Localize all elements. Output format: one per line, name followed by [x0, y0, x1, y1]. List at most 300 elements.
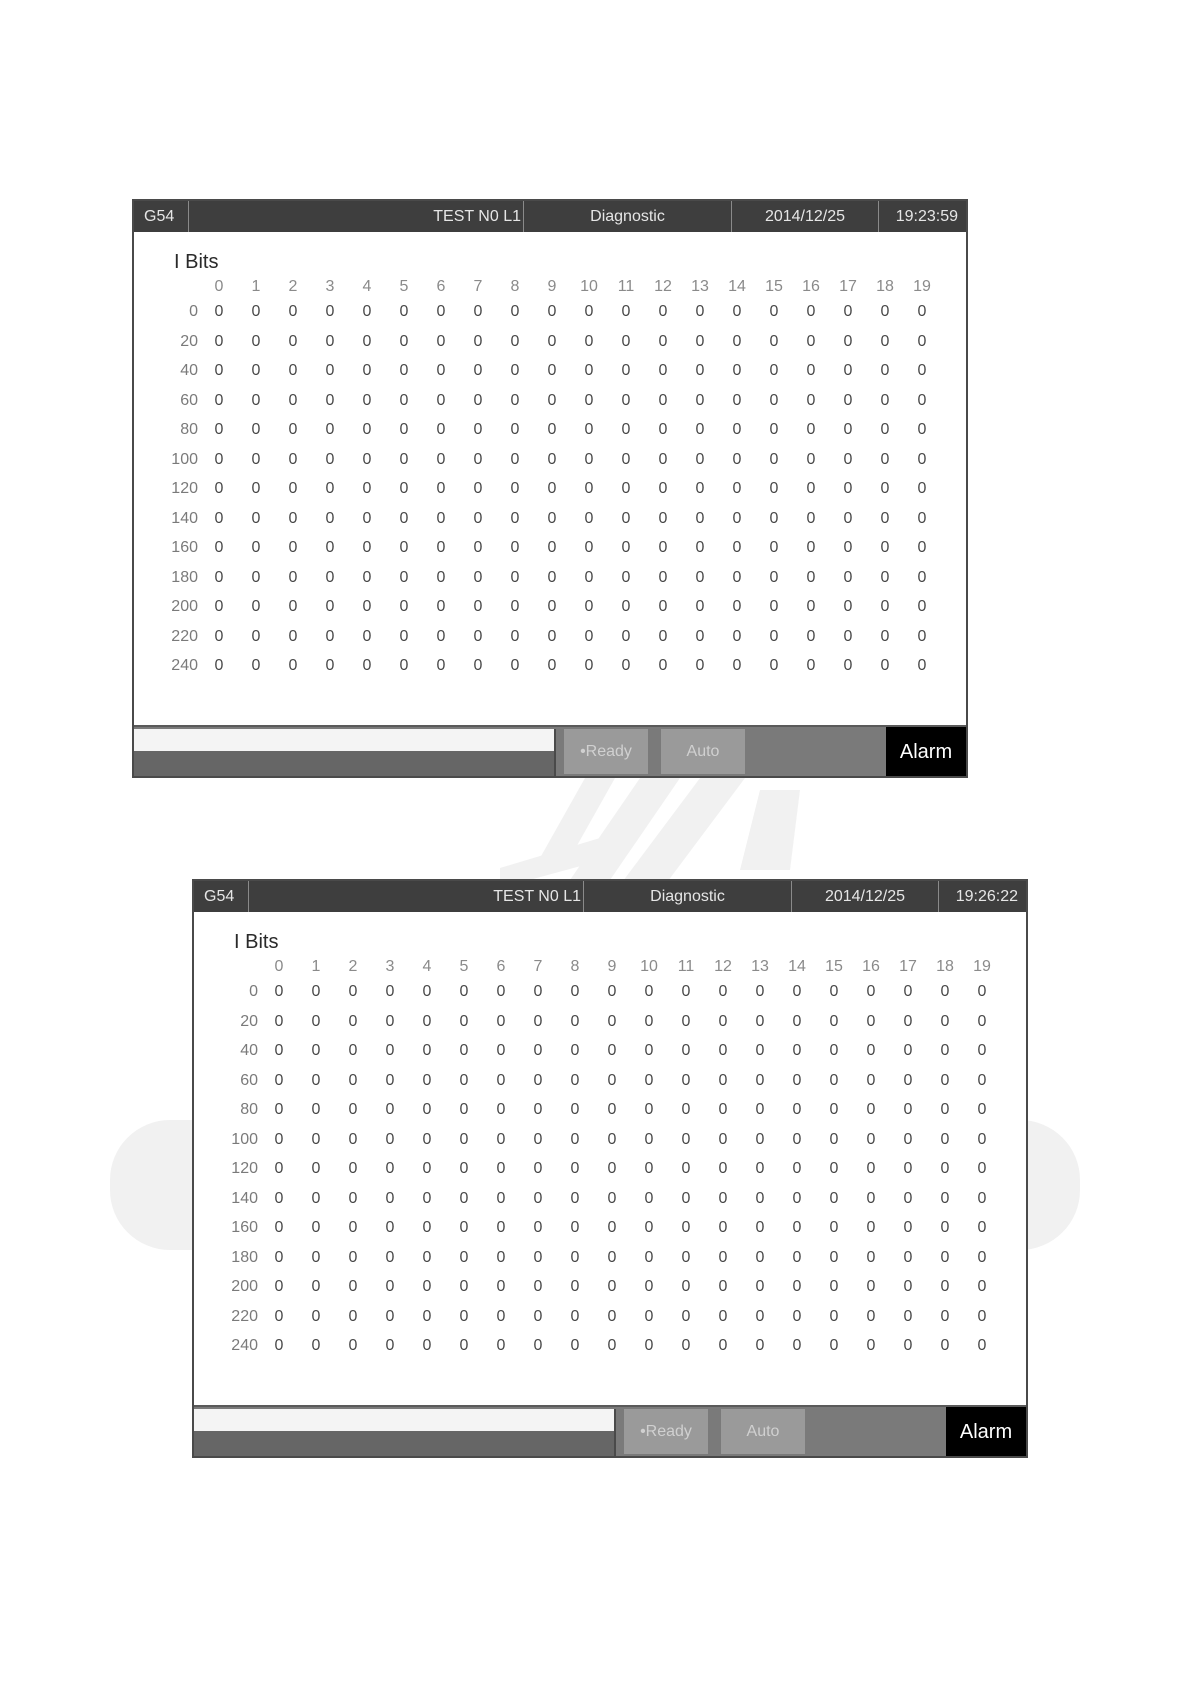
bit-value: 0 — [917, 509, 927, 527]
bit-value: 0 — [681, 1307, 691, 1325]
bit-value: 0 — [644, 983, 654, 1000]
bit-value: 0 — [681, 1101, 691, 1118]
bit-value: 0 — [695, 598, 705, 615]
bit-value: 0 — [274, 1337, 284, 1354]
bit-value: 0 — [658, 480, 668, 497]
bit-value: 0 — [311, 1278, 321, 1295]
date-display: 2014/12/25 — [791, 881, 938, 912]
column-header: 19 — [913, 278, 931, 295]
bit-value: 0 — [718, 1071, 728, 1089]
bit-value: 0 — [681, 1219, 691, 1236]
bit-value: 0 — [496, 983, 506, 1000]
bit-value: 0 — [385, 1071, 395, 1089]
bit-value: 0 — [718, 1337, 728, 1354]
bit-value: 0 — [362, 450, 372, 468]
row-header: 220 — [231, 1307, 258, 1325]
bit-value: 0 — [251, 303, 261, 320]
column-header: 12 — [714, 958, 732, 975]
bit-value: 0 — [547, 598, 557, 615]
bit-value: 0 — [251, 362, 261, 379]
bit-value: 0 — [348, 1278, 358, 1295]
alarm-button[interactable]: Alarm — [886, 727, 966, 778]
bit-value: 0 — [940, 1071, 950, 1089]
bit-value: 0 — [880, 332, 890, 350]
bit-value: 0 — [311, 1337, 321, 1354]
bit-value: 0 — [806, 509, 816, 527]
bit-value: 0 — [607, 1189, 617, 1207]
bit-value: 0 — [607, 1160, 617, 1177]
bit-value: 0 — [510, 509, 520, 527]
bit-value: 0 — [732, 598, 742, 615]
bit-value: 0 — [880, 480, 890, 497]
bit-value: 0 — [829, 1189, 839, 1207]
bit-value: 0 — [917, 450, 927, 468]
bit-value: 0 — [977, 1012, 987, 1030]
bit-value: 0 — [274, 1189, 284, 1207]
bit-value: 0 — [436, 450, 446, 468]
bit-value: 0 — [792, 1042, 802, 1059]
bit-value: 0 — [584, 332, 594, 350]
bit-value: 0 — [806, 303, 816, 320]
bit-value: 0 — [311, 1130, 321, 1148]
bit-value: 0 — [718, 1160, 728, 1177]
bit-value: 0 — [644, 1219, 654, 1236]
bit-value: 0 — [718, 1101, 728, 1118]
bit-value: 0 — [806, 657, 816, 674]
bit-value: 0 — [584, 539, 594, 556]
column-header: 11 — [677, 958, 695, 975]
bit-value: 0 — [940, 1307, 950, 1325]
bit-value: 0 — [459, 1189, 469, 1207]
row-header: 240 — [171, 657, 198, 674]
bit-value: 0 — [436, 568, 446, 586]
bit-value: 0 — [940, 1130, 950, 1148]
bit-value: 0 — [607, 1042, 617, 1059]
bit-value: 0 — [533, 983, 543, 1000]
bit-value: 0 — [732, 627, 742, 645]
message-strip — [194, 1431, 616, 1456]
bit-value: 0 — [769, 657, 779, 674]
bit-value: 0 — [251, 598, 261, 615]
bit-value: 0 — [940, 1160, 950, 1177]
bit-value: 0 — [214, 332, 224, 350]
bit-value: 0 — [496, 1278, 506, 1295]
bit-value: 0 — [607, 1219, 617, 1236]
bit-value: 0 — [274, 1071, 284, 1089]
bit-value: 0 — [621, 332, 631, 350]
bit-value: 0 — [644, 1189, 654, 1207]
bit-value: 0 — [288, 480, 298, 497]
bit-value: 0 — [459, 1337, 469, 1354]
bit-value: 0 — [792, 983, 802, 1000]
bit-value: 0 — [903, 1307, 913, 1325]
bit-value: 0 — [473, 509, 483, 527]
bit-value: 0 — [917, 598, 927, 615]
row-header: 180 — [171, 568, 198, 586]
column-header: 6 — [436, 278, 446, 295]
bit-value: 0 — [718, 1012, 728, 1030]
row-header: 0 — [249, 983, 258, 1000]
bit-value: 0 — [533, 1337, 543, 1354]
bit-value: 0 — [385, 1012, 395, 1030]
bit-value: 0 — [695, 627, 705, 645]
bit-value: 0 — [903, 1189, 913, 1207]
bit-value: 0 — [940, 1219, 950, 1236]
bit-value: 0 — [422, 1042, 432, 1059]
bit-value: 0 — [843, 362, 853, 379]
bit-value: 0 — [940, 1337, 950, 1354]
bit-value: 0 — [829, 1130, 839, 1148]
bit-value: 0 — [385, 1189, 395, 1207]
bit-value: 0 — [274, 983, 284, 1000]
bit-value: 0 — [584, 627, 594, 645]
bit-value: 0 — [385, 1248, 395, 1266]
bit-value: 0 — [496, 1160, 506, 1177]
bit-value: 0 — [311, 1248, 321, 1266]
column-header: 13 — [751, 958, 769, 975]
column-header: 4 — [362, 278, 372, 295]
bit-value: 0 — [510, 657, 520, 674]
bit-value: 0 — [755, 983, 765, 1000]
bit-value: 0 — [288, 303, 298, 320]
bit-value: 0 — [621, 539, 631, 556]
bit-value: 0 — [977, 1042, 987, 1059]
bit-value: 0 — [732, 332, 742, 350]
bit-value: 0 — [385, 1337, 395, 1354]
bit-value: 0 — [570, 1101, 580, 1118]
bit-value: 0 — [570, 1042, 580, 1059]
bit-value: 0 — [399, 509, 409, 527]
bit-value: 0 — [732, 509, 742, 527]
row-header: 120 — [231, 1160, 258, 1177]
bit-value: 0 — [681, 1042, 691, 1059]
bit-value: 0 — [362, 332, 372, 350]
section-title: I Bits — [174, 251, 219, 273]
bit-value: 0 — [385, 1219, 395, 1236]
bit-value: 0 — [362, 303, 372, 320]
bit-value: 0 — [977, 1337, 987, 1354]
bit-value: 0 — [422, 1219, 432, 1236]
bit-value: 0 — [362, 657, 372, 674]
bit-value: 0 — [547, 421, 557, 438]
bit-value: 0 — [459, 1071, 469, 1089]
row-header: 40 — [180, 362, 198, 379]
bit-value: 0 — [311, 1189, 321, 1207]
bit-value: 0 — [843, 627, 853, 645]
column-header: 0 — [274, 958, 284, 975]
bit-value: 0 — [658, 539, 668, 556]
bit-value: 0 — [399, 421, 409, 438]
column-header: 17 — [899, 958, 917, 975]
bit-value: 0 — [422, 1101, 432, 1118]
bit-value: 0 — [755, 1042, 765, 1059]
column-header: 9 — [607, 958, 617, 975]
bit-value: 0 — [769, 509, 779, 527]
bit-value: 0 — [806, 421, 816, 438]
bit-value: 0 — [880, 657, 890, 674]
bit-value: 0 — [644, 1337, 654, 1354]
bit-value: 0 — [621, 627, 631, 645]
bit-value: 0 — [843, 332, 853, 350]
column-header: 16 — [802, 278, 820, 295]
column-header: 18 — [876, 278, 894, 295]
bit-value: 0 — [880, 509, 890, 527]
bit-value: 0 — [621, 303, 631, 320]
bit-value: 0 — [607, 1012, 617, 1030]
bit-value: 0 — [570, 1160, 580, 1177]
bit-value: 0 — [621, 480, 631, 497]
bit-value: 0 — [695, 480, 705, 497]
bit-value: 0 — [547, 480, 557, 497]
bit-value: 0 — [547, 509, 557, 527]
bit-value: 0 — [769, 421, 779, 438]
bit-value: 0 — [422, 1337, 432, 1354]
bit-value: 0 — [644, 1071, 654, 1089]
bit-value: 0 — [792, 1071, 802, 1089]
bit-value: 0 — [311, 1101, 321, 1118]
bit-value: 0 — [644, 1307, 654, 1325]
column-header: 15 — [825, 958, 843, 975]
row-header: 80 — [240, 1101, 258, 1118]
bit-value: 0 — [459, 1307, 469, 1325]
bit-value: 0 — [288, 450, 298, 468]
bit-value: 0 — [755, 1012, 765, 1030]
bit-value: 0 — [288, 539, 298, 556]
bit-value: 0 — [399, 539, 409, 556]
bit-value: 0 — [940, 1278, 950, 1295]
row-header: 120 — [171, 480, 198, 497]
bit-value: 0 — [917, 303, 927, 320]
bit-value: 0 — [792, 1307, 802, 1325]
bit-value: 0 — [436, 362, 446, 379]
bit-value: 0 — [385, 983, 395, 1000]
bit-value: 0 — [214, 598, 224, 615]
column-header: 3 — [325, 278, 335, 295]
program-name: TEST N0 L1 — [188, 201, 523, 232]
bit-value: 0 — [584, 598, 594, 615]
bit-value: 0 — [658, 362, 668, 379]
bit-value: 0 — [755, 1278, 765, 1295]
row-header: 180 — [231, 1248, 258, 1266]
bit-value: 0 — [422, 1278, 432, 1295]
column-header: 1 — [311, 958, 321, 975]
bit-value: 0 — [584, 568, 594, 586]
bit-value: 0 — [459, 1219, 469, 1236]
column-header: 5 — [399, 278, 409, 295]
bit-value: 0 — [547, 450, 557, 468]
bit-value: 0 — [473, 332, 483, 350]
bit-value: 0 — [473, 450, 483, 468]
bit-value: 0 — [977, 1071, 987, 1089]
bit-value: 0 — [510, 332, 520, 350]
bit-value: 0 — [584, 362, 594, 379]
bit-value: 0 — [792, 1337, 802, 1354]
bit-value: 0 — [473, 539, 483, 556]
bit-value: 0 — [288, 568, 298, 586]
bit-value: 0 — [214, 627, 224, 645]
bit-value: 0 — [866, 1101, 876, 1118]
bit-value: 0 — [473, 657, 483, 674]
bit-value: 0 — [473, 627, 483, 645]
bit-value: 0 — [977, 1160, 987, 1177]
bit-value: 0 — [866, 1248, 876, 1266]
screen-mode: Diagnostic — [523, 201, 731, 232]
bit-value: 0 — [496, 1248, 506, 1266]
bit-value: 0 — [607, 1278, 617, 1295]
bit-value: 0 — [436, 509, 446, 527]
bit-value: 0 — [755, 1071, 765, 1089]
row-header: 220 — [171, 627, 198, 645]
bit-value: 0 — [422, 1130, 432, 1148]
bit-value: 0 — [644, 1130, 654, 1148]
bit-value: 0 — [570, 1189, 580, 1207]
bit-value: 0 — [510, 539, 520, 556]
bit-value: 0 — [607, 983, 617, 1000]
bit-value: 0 — [422, 1012, 432, 1030]
bit-value: 0 — [829, 1160, 839, 1177]
bit-value: 0 — [903, 1012, 913, 1030]
bit-value: 0 — [288, 391, 298, 409]
bit-value: 0 — [792, 1278, 802, 1295]
column-header: 12 — [654, 278, 672, 295]
bit-value: 0 — [214, 509, 224, 527]
bit-value: 0 — [533, 1189, 543, 1207]
bit-value: 0 — [829, 1071, 839, 1089]
bit-value: 0 — [732, 480, 742, 497]
column-header: 0 — [214, 278, 224, 295]
column-header: 14 — [788, 958, 806, 975]
bit-value: 0 — [274, 1101, 284, 1118]
bit-value: 0 — [903, 1042, 913, 1059]
bit-value: 0 — [533, 1042, 543, 1059]
bit-value: 0 — [769, 303, 779, 320]
bit-value: 0 — [399, 657, 409, 674]
row-header: 0 — [189, 303, 198, 320]
bit-value: 0 — [903, 1101, 913, 1118]
bit-value: 0 — [769, 362, 779, 379]
bit-value: 0 — [806, 362, 816, 379]
cnc-diagnostic-screen — [192, 879, 1028, 1458]
bit-value: 0 — [436, 332, 446, 350]
column-header: 16 — [862, 958, 880, 975]
date-display: 2014/12/25 — [731, 201, 878, 232]
bit-value: 0 — [348, 1071, 358, 1089]
bit-value: 0 — [695, 421, 705, 438]
bit-value: 0 — [399, 391, 409, 409]
bit-value: 0 — [362, 421, 372, 438]
column-header: 11 — [617, 278, 635, 295]
bit-value: 0 — [325, 657, 335, 674]
bit-value: 0 — [769, 598, 779, 615]
bit-value: 0 — [510, 362, 520, 379]
auto-mode-indicator: Auto — [721, 1409, 805, 1454]
alarm-button[interactable]: Alarm — [946, 1407, 1026, 1458]
bit-value: 0 — [496, 1130, 506, 1148]
bit-value: 0 — [459, 1012, 469, 1030]
bit-value: 0 — [496, 1337, 506, 1354]
row-header: 20 — [240, 1012, 258, 1030]
bit-value: 0 — [866, 1130, 876, 1148]
bit-value: 0 — [274, 1248, 284, 1266]
bit-value: 0 — [829, 1337, 839, 1354]
bit-value: 0 — [917, 627, 927, 645]
bit-value: 0 — [311, 1012, 321, 1030]
bit-value: 0 — [806, 627, 816, 645]
bit-value: 0 — [903, 1130, 913, 1148]
ready-indicator: •Ready — [624, 1409, 708, 1454]
bit-value: 0 — [510, 303, 520, 320]
bit-value: 0 — [806, 450, 816, 468]
bit-value: 0 — [866, 1012, 876, 1030]
bit-value: 0 — [880, 627, 890, 645]
bit-value: 0 — [399, 362, 409, 379]
bit-value: 0 — [473, 362, 483, 379]
bit-value: 0 — [917, 362, 927, 379]
bit-value: 0 — [570, 1130, 580, 1148]
bit-value: 0 — [681, 1130, 691, 1148]
i-bits-grid — [194, 881, 1026, 1456]
bit-value: 0 — [658, 509, 668, 527]
bit-value: 0 — [473, 480, 483, 497]
bit-value: 0 — [917, 480, 927, 497]
bit-value: 0 — [880, 391, 890, 409]
bit-value: 0 — [214, 303, 224, 320]
bit-value: 0 — [755, 1248, 765, 1266]
message-field — [134, 729, 556, 751]
bit-value: 0 — [621, 391, 631, 409]
bit-value: 0 — [843, 539, 853, 556]
bit-value: 0 — [755, 1130, 765, 1148]
bit-value: 0 — [533, 1130, 543, 1148]
message-field — [194, 1409, 616, 1431]
bit-value: 0 — [570, 1248, 580, 1266]
bit-value: 0 — [570, 1219, 580, 1236]
bit-value: 0 — [496, 1189, 506, 1207]
bit-value: 0 — [621, 421, 631, 438]
bit-value: 0 — [473, 391, 483, 409]
column-header: 13 — [691, 278, 709, 295]
column-header: 18 — [936, 958, 954, 975]
bit-value: 0 — [325, 568, 335, 586]
bit-value: 0 — [806, 391, 816, 409]
bit-value: 0 — [880, 421, 890, 438]
bit-value: 0 — [755, 1219, 765, 1236]
bit-value: 0 — [570, 983, 580, 1000]
bit-value: 0 — [547, 568, 557, 586]
bit-value: 0 — [607, 1130, 617, 1148]
screen-mode: Diagnostic — [583, 881, 791, 912]
bit-value: 0 — [866, 1337, 876, 1354]
bit-value: 0 — [325, 539, 335, 556]
bit-value: 0 — [607, 1101, 617, 1118]
bit-value: 0 — [732, 450, 742, 468]
column-header: 15 — [765, 278, 783, 295]
bit-value: 0 — [940, 1101, 950, 1118]
column-header: 9 — [547, 278, 557, 295]
bit-value: 0 — [214, 657, 224, 674]
bit-value: 0 — [792, 1101, 802, 1118]
bit-value: 0 — [459, 1042, 469, 1059]
bit-value: 0 — [251, 332, 261, 350]
bit-value: 0 — [806, 332, 816, 350]
bit-value: 0 — [903, 1248, 913, 1266]
bit-value: 0 — [214, 421, 224, 438]
bit-value: 0 — [977, 1101, 987, 1118]
bit-value: 0 — [681, 1160, 691, 1177]
column-header: 10 — [580, 278, 598, 295]
bit-value: 0 — [274, 1042, 284, 1059]
bit-value: 0 — [288, 421, 298, 438]
